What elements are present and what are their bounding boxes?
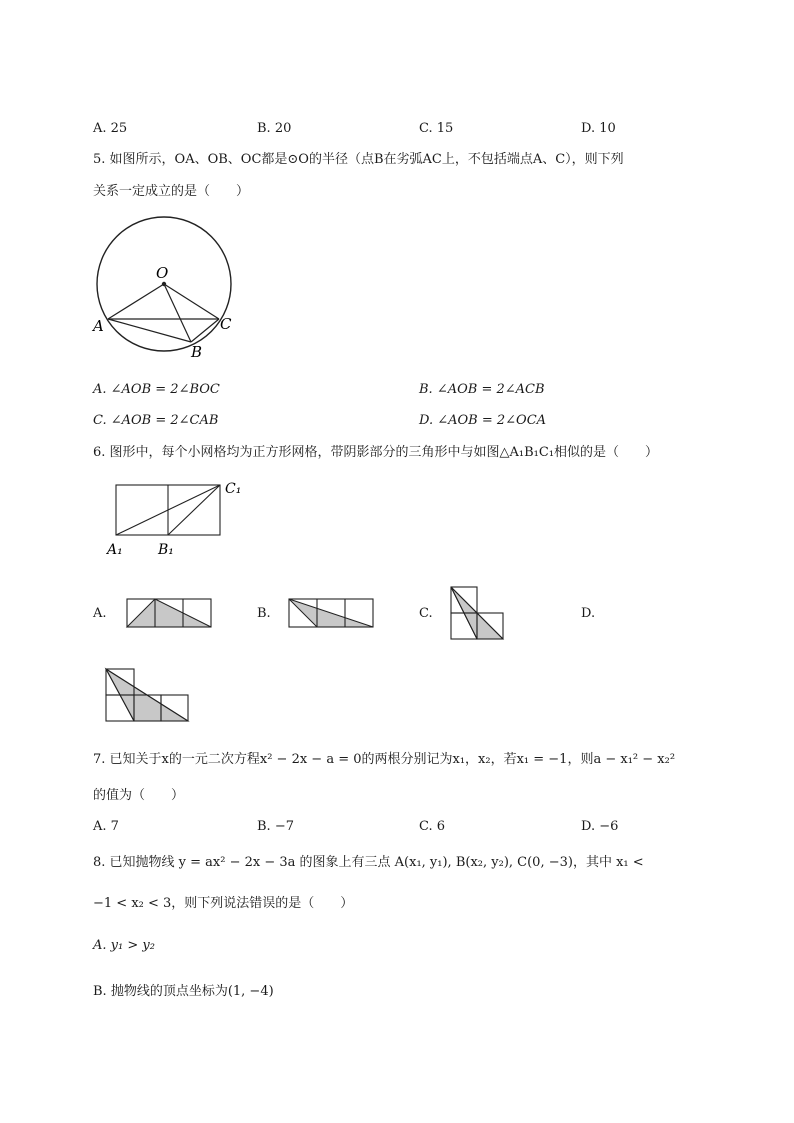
q6-stem: 6. 图形中，每个小网格均为正方形网格，带阴影部分的三角形中与如图△A₁B₁C₁相似的是（ ）: [93, 445, 659, 460]
label-b1: B₁: [158, 542, 174, 558]
q6-reference-figure: [100, 478, 250, 560]
q6-option-d-letter: D.: [581, 606, 596, 621]
q6-option-b-letter: B.: [257, 606, 271, 621]
q8-option-a: A. y₁ > y₂: [93, 938, 155, 953]
q5-option-a: A. ∠AOB = 2∠BOC: [93, 382, 220, 397]
shaded-triangle-b: [289, 599, 373, 627]
q8-stem-line1: 8. 已知抛物线 y = ax² − 2x − 3a 的图象上有三点 A(x₁, y₁), B(x₂, y₂), C(0, −3)，其中 x₁ <: [93, 855, 644, 870]
q4-option-d: D. 10: [581, 121, 616, 136]
label-c1: C₁: [225, 481, 242, 497]
q5-option-c: C. ∠AOB = 2∠CAB: [93, 413, 219, 428]
q6-option-a-figure: [125, 597, 215, 629]
q7-option-b: B. −7: [257, 819, 294, 834]
q5-circle-figure: [85, 210, 255, 365]
q7-option-c: C. 6: [419, 819, 446, 834]
center-point: [162, 282, 166, 286]
q8-option-b: B. 抛物线的顶点坐标为(1, −4): [93, 984, 274, 999]
label-a1: A₁: [107, 542, 123, 558]
chord-bc: [191, 319, 219, 342]
label-a: A: [93, 317, 104, 335]
label-o: O: [156, 264, 169, 282]
q6-option-a-letter: A.: [93, 606, 107, 621]
q7-stem-line2: 的值为（ ）: [93, 788, 185, 803]
q4-option-c: C. 15: [419, 121, 454, 136]
chord-ab: [108, 319, 191, 342]
q6-option-c-letter: C.: [419, 606, 433, 621]
q6-option-d-figure: [104, 667, 192, 725]
segment-oa: [108, 284, 164, 319]
q6-option-b-figure: [287, 597, 377, 629]
q5-stem-line2: 关系一定成立的是（ ）: [93, 184, 250, 199]
q5-stem-line1: 5. 如图所示，OA、OB、OC都是⊙O的半径（点B在劣弧AC上，不包括端点A、C），则下列: [93, 152, 624, 167]
q4-option-a: A. 25: [93, 121, 128, 136]
label-c: C: [220, 315, 232, 333]
q7-stem-line1: 7. 已知关于x的一元二次方程x² − 2x − a = 0的两根分别记为x₁，x₂，若x₁ = −1，则a − x₁² − x₂²: [93, 752, 676, 767]
shaded-triangle-a: [127, 599, 211, 627]
q6-option-c-figure: [449, 585, 507, 643]
side-b1c1: [168, 485, 220, 535]
q5-option-d: D. ∠AOB = 2∠OCA: [419, 413, 547, 428]
label-b: B: [191, 343, 203, 361]
q8-stem-line2: −1 < x₂ < 3，则下列说法错误的是（ ）: [93, 896, 354, 911]
q7-option-a: A. 7: [93, 819, 119, 834]
q5-option-b: B. ∠AOB = 2∠ACB: [419, 382, 545, 397]
q4-option-b: B. 20: [257, 121, 292, 136]
q7-option-d: D. −6: [581, 819, 619, 834]
